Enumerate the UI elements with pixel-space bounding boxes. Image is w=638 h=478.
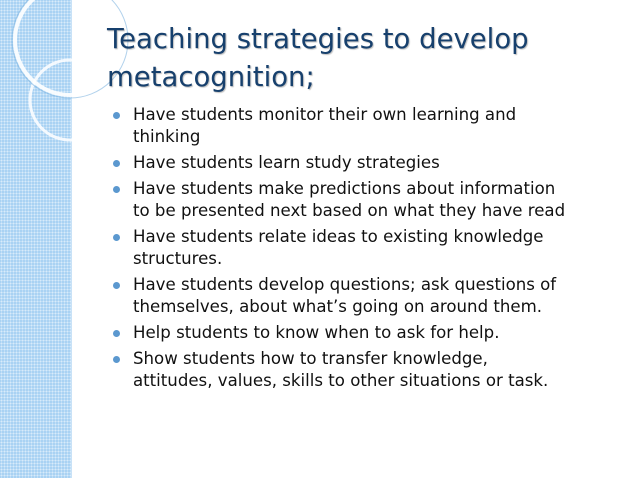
bullet-dot-icon	[113, 234, 120, 241]
slide-title	[107, 20, 607, 96]
bullet-item	[112, 152, 624, 174]
bullet-line: Have students monitor their own learning and	[133, 105, 517, 124]
bullet-item	[112, 178, 624, 222]
bullet-line: Help students to know when to ask for help.	[133, 323, 500, 342]
bullet-line: Have students relate ideas to existing knowledge	[133, 227, 544, 246]
bullet-dot-icon	[113, 160, 120, 167]
bullet-list	[112, 104, 624, 396]
slide-title-line: metacognition;	[107, 61, 315, 93]
decorative-side-band	[0, 0, 72, 478]
bullet-dot-icon	[113, 356, 120, 363]
bullet-item	[112, 226, 624, 270]
bullet-item	[112, 104, 624, 148]
bullet-dot-icon	[113, 186, 120, 193]
bullet-item	[112, 322, 624, 344]
bullet-line: Have students learn study strategies	[133, 153, 440, 172]
bullet-dot-icon	[113, 282, 120, 289]
bullet-line: structures.	[133, 249, 223, 268]
bullet-line: attitudes, values, skills to other situations or task.	[133, 371, 549, 390]
bullet-line: thinking	[133, 127, 201, 146]
bullet-dot-icon	[113, 330, 120, 337]
bullet-line: Have students make predictions about information	[133, 179, 556, 198]
bullet-dot-icon	[113, 112, 120, 119]
bullet-line: to be presented next based on what they have read	[133, 201, 566, 220]
bullet-item	[112, 348, 624, 392]
slide-title-line: Teaching strategies to develop	[107, 23, 529, 55]
bullet-item	[112, 274, 624, 318]
bullet-line: themselves, about what’s going on around them.	[133, 297, 543, 316]
bullet-line: Have students develop questions; ask questions of	[133, 275, 557, 294]
bullet-line: Show students how to transfer knowledge,	[133, 349, 488, 368]
